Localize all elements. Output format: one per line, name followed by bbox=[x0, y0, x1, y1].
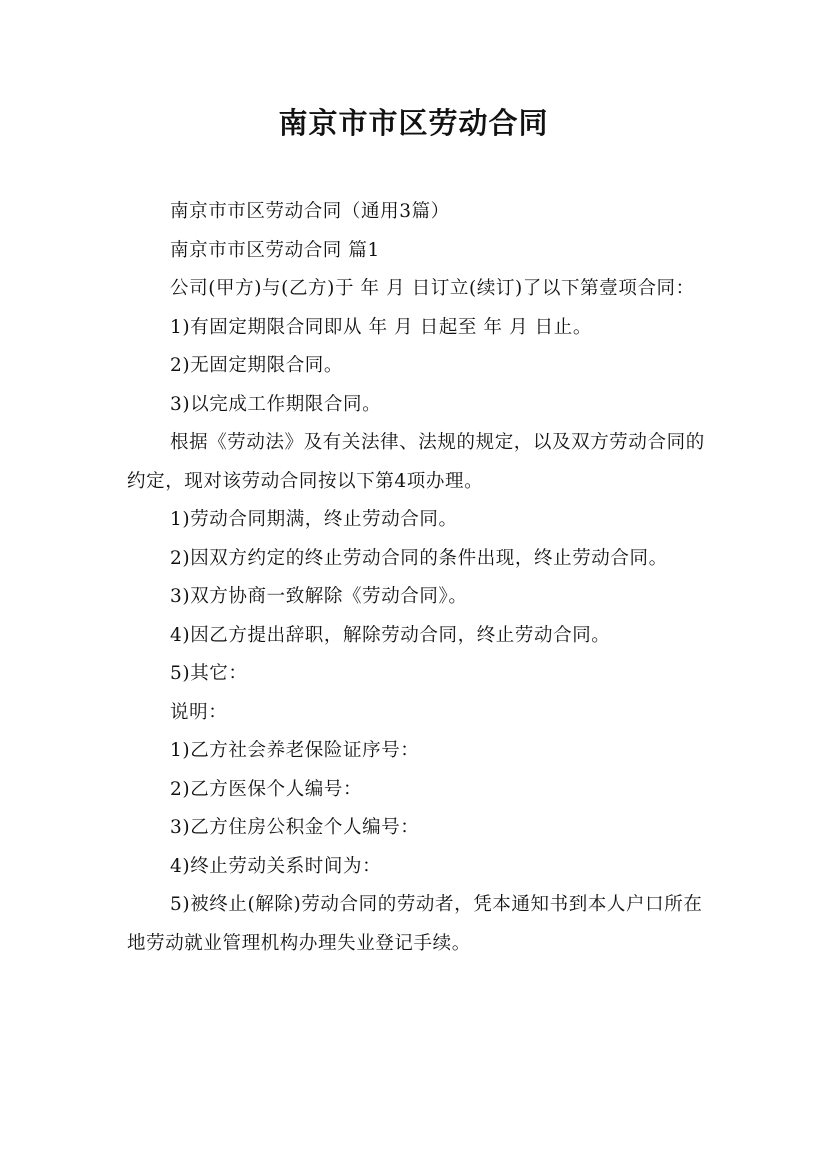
paragraph-series-title: 南京市市区劳动合同（通用3篇） bbox=[170, 201, 450, 222]
paragraph-note-unemployment: 5)被终止(解除)劳动合同的劳动者，凭本通知书到本人户口所在地劳动就业管理机构办理失业登记手续。 bbox=[127, 894, 703, 954]
document-title: 南京市市区劳动合同 bbox=[278, 106, 549, 140]
paragraph-fixed-term: 1)有固定期限合同即从 年 月 日起至 年 月 日止。 bbox=[170, 316, 592, 338]
paragraph-option-resignation: 4)因乙方提出辞职，解除劳动合同，终止劳动合同。 bbox=[170, 624, 611, 646]
paragraph-note-medical: 2)乙方医保个人编号： bbox=[170, 778, 363, 800]
paragraph-legal-basis: 根据《劳动法》及有关法律、法规的规定，以及双方劳动合同的约定，现对该劳动合同按以下第4项办理。 bbox=[127, 432, 705, 492]
paragraph-note-housing-fund: 3)乙方住房公积金个人编号： bbox=[170, 817, 420, 838]
paragraph-option-expiry: 1)劳动合同期满，终止劳动合同。 bbox=[170, 509, 458, 530]
paragraph-section-heading: 南京市市区劳动合同 篇1 bbox=[170, 239, 380, 261]
paragraph-task-term: 3)以完成工作期限合同。 bbox=[170, 393, 382, 415]
paragraph-open-term: 2)无固定期限合同。 bbox=[170, 355, 343, 376]
document-body bbox=[127, 193, 705, 963]
paragraph-note-pension: 1)乙方社会养老保险证序号： bbox=[170, 740, 420, 761]
paragraph-option-condition: 2)因双方约定的终止劳动合同的条件出现，终止劳动合同。 bbox=[170, 547, 668, 569]
paragraph-contract-intro: 公司(甲方)与(乙方)于 年 月 日订立(续订)了以下第壹项合同： bbox=[170, 278, 695, 299]
paragraph-option-mutual: 3)双方协商一致解除《劳动合同》。 bbox=[170, 586, 468, 607]
paragraph-notes-heading: 说明： bbox=[170, 701, 228, 723]
paragraph-option-other: 5)其它： bbox=[170, 663, 248, 684]
paragraph-note-termination-date: 4)终止劳动关系时间为： bbox=[170, 855, 382, 877]
